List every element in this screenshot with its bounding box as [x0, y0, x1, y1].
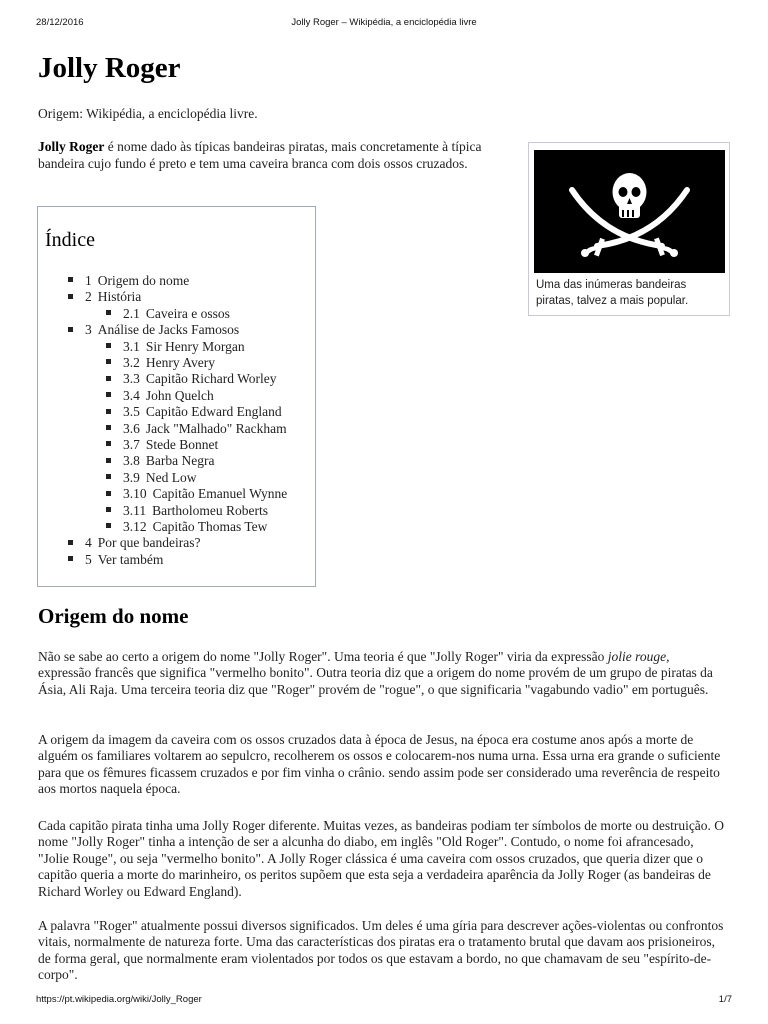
toc-item-number: 3.9 — [123, 469, 140, 485]
toc-item[interactable] — [106, 339, 245, 355]
toc-item[interactable] — [106, 437, 218, 453]
print-page-number: 1/7 — [718, 994, 732, 1005]
toc-item-label[interactable]: História — [97, 289, 142, 305]
toc-item-number: 3.12 — [123, 519, 147, 534]
toc-item[interactable] — [106, 503, 268, 519]
toc-item-number: 5 — [85, 551, 92, 567]
toc-bullet-icon — [106, 343, 111, 348]
toc-item-label[interactable]: Ver também — [97, 551, 164, 567]
toc-item-number: 2 — [85, 289, 92, 305]
toc-item-label[interactable]: Barba Negra — [145, 453, 215, 469]
toc-title: Índice — [45, 229, 95, 251]
print-header — [0, 17, 768, 29]
toc-item-number: 3.2 — [123, 355, 140, 370]
toc-item[interactable] — [106, 371, 277, 387]
toc-item-number: 3.4 — [123, 387, 140, 403]
toc-bullet-icon — [106, 491, 111, 496]
toc-bullet-icon — [106, 376, 111, 381]
intro-paragraph — [38, 139, 508, 172]
intro-text: é nome dado às típicas bandeiras piratas, mais concretamente à típica bandeira cujo fundo é preto e tem uma caveira branca com dois ossos cruzados. — [38, 139, 482, 171]
paragraph-1-text-a: Não se sabe ao certo a origem do nome "Jolly Roger". Uma teoria é que "Jolly Roger" viria da expressão — [38, 649, 608, 664]
toc-item[interactable] — [106, 388, 214, 404]
toc-bullet-icon — [106, 359, 111, 364]
toc-item-label[interactable]: Origem do nome — [97, 273, 190, 288]
print-date: 28/12/2016 — [36, 17, 84, 28]
toc-bullet-icon — [68, 327, 73, 332]
page-title: Jolly Roger — [38, 52, 181, 84]
toc-item[interactable] — [106, 306, 230, 322]
toc-item[interactable] — [106, 519, 267, 535]
toc-item[interactable] — [68, 535, 200, 551]
skull-crossed-swords-icon — [534, 150, 725, 273]
toc-bullet-icon — [106, 425, 111, 430]
toc-bullet-icon — [106, 474, 111, 479]
toc-item-number: 3 — [85, 322, 92, 338]
toc-bullet-icon — [68, 294, 73, 299]
toc-item-label[interactable]: Jack "Malhado" Rackham — [145, 420, 287, 436]
toc-item-number: 3.11 — [123, 502, 147, 518]
toc-item-number: 3.1 — [123, 338, 140, 354]
toc-item-label[interactable]: Capitão Emanuel Wynne — [152, 486, 288, 502]
toc-item[interactable] — [106, 404, 282, 420]
toc-bullet-icon — [106, 441, 111, 446]
toc-bullet-icon — [68, 556, 73, 561]
toc-item[interactable] — [68, 322, 239, 338]
toc-item-label[interactable]: Caveira e ossos — [145, 305, 230, 321]
toc-item-label[interactable]: John Quelch — [145, 387, 214, 403]
toc-bullet-icon — [68, 540, 73, 545]
toc-bullet-icon — [106, 458, 111, 463]
toc-item[interactable] — [106, 421, 287, 437]
toc-item[interactable] — [106, 453, 214, 469]
paragraph-1 — [38, 649, 726, 698]
toc-bullet-icon — [106, 523, 111, 528]
toc-bullet-icon — [106, 507, 111, 512]
toc-item-number: 3.6 — [123, 420, 140, 436]
toc-item[interactable] — [106, 486, 287, 502]
intro-bold-term: Jolly Roger — [38, 139, 105, 154]
toc-item-label[interactable]: Bartholomeu Roberts — [152, 502, 268, 518]
print-page-title: Jolly Roger – Wikipédia, a enciclopédia livre — [291, 17, 477, 28]
infobox-caption: Uma das inúmeras bandeiras piratas, talvez a mais popular. — [536, 279, 689, 307]
toc-bullet-icon — [68, 277, 73, 282]
print-footer — [0, 994, 768, 1006]
toc-item[interactable] — [68, 273, 189, 289]
toc-item-number: 3.3 — [123, 371, 140, 387]
toc-item[interactable] — [68, 552, 163, 568]
toc-item-number: 3.5 — [123, 404, 140, 420]
toc-item-number: 4 — [85, 535, 92, 551]
site-subtitle: Origem: Wikipédia, a enciclopédia livre. — [38, 106, 258, 121]
toc-item-number: 2.1 — [123, 305, 140, 321]
toc-bullet-icon — [106, 409, 111, 414]
toc-item-label[interactable]: Capitão Edward England — [145, 404, 282, 420]
toc-item[interactable] — [106, 470, 197, 486]
paragraph-4: A palavra "Roger" atualmente possui diversos significados. Um deles é uma gíria para descrever ações-violentas ou confrontos vitais, normalmente de natureza forte. Uma das características dos piratas era o tratamento brutal que davam aos prisioneiros, de forma geral, que normalmente eram violentados por todos os que estavam a bordo, no que chamavam de seu "espírito-de-corpo". — [38, 918, 724, 983]
toc-bullet-icon — [106, 310, 111, 315]
paragraph-2: A origem da imagem da caveira com os ossos cruzados data à época de Jesus, na época era costume anos após a morte de alguém os familiares voltarem ao sepulcro, recolherem os ossos e colocarem-nos numa urna. Essa urna era grande o suficiente para que os fêmures ficassem cruzados e por fim vinha o crânio. sendo assim pode ser considerado uma reverência de respeito aos mortos naquela época. — [38, 732, 721, 797]
toc-item-label[interactable]: Análise de Jacks Famosos — [97, 322, 240, 338]
toc-item[interactable] — [106, 355, 215, 371]
toc-item-label[interactable]: Capitão Richard Worley — [145, 371, 277, 387]
print-url[interactable]: https://pt.wikipedia.org/wiki/Jolly_Roger — [36, 994, 202, 1005]
table-of-contents — [37, 206, 316, 587]
toc-item-label[interactable]: Sir Henry Morgan — [145, 338, 245, 354]
toc-item-number: 1 — [85, 273, 92, 288]
paragraph-3: Cada capitão pirata tinha uma Jolly Roger diferente. Muitas vezes, as bandeiras podiam ter símbolos de morte ou destruição. O nome "Jolly Roger" tinha a intenção de ser a alcunha do diabo, em inglês "Old Roger". Contudo, o nome foi afrancesado, "Jolie Rouge", ou seja "vermelho bonito". A Jolly Roger clássica é uma caveira com ossos cruzados, que queria dizer que o capitão queria a morte do marinheiro, os peritos supõem que esta seja a verdadeira aparência da Jolly Roger (as bandeiras de Richard Worley ou Edward England). — [38, 818, 725, 899]
jolly-roger-flag-image[interactable] — [534, 150, 725, 273]
infobox — [528, 142, 730, 316]
toc-item-number: 3.7 — [123, 437, 140, 452]
toc-item-label[interactable]: Ned Low — [145, 469, 197, 485]
toc-bullet-icon — [106, 392, 111, 397]
toc-item-number: 3.8 — [123, 453, 140, 469]
section-heading-origem: Origem do nome — [38, 604, 189, 628]
toc-item-number: 3.10 — [123, 486, 147, 502]
toc-item-label[interactable]: Stede Bonnet — [145, 437, 219, 452]
paragraph-1-italic: jolie rouge — [607, 649, 667, 664]
toc-item-label[interactable]: Henry Avery — [145, 355, 215, 370]
toc-item-label[interactable]: Por que bandeiras? — [97, 535, 201, 551]
toc-item[interactable] — [68, 289, 141, 305]
paragraph-1-text-b: , expressão francês que significa "vermelho bonito". Outra teoria diz que a origem do nome provém de um grupo de piratas da Ásia, Ali Raja. Uma terceira teoria diz que "Roger" provém de "rogue", o que significaria "vagabundo vadio" em português. — [38, 649, 713, 697]
toc-item-label[interactable]: Capitão Thomas Tew — [152, 519, 268, 534]
